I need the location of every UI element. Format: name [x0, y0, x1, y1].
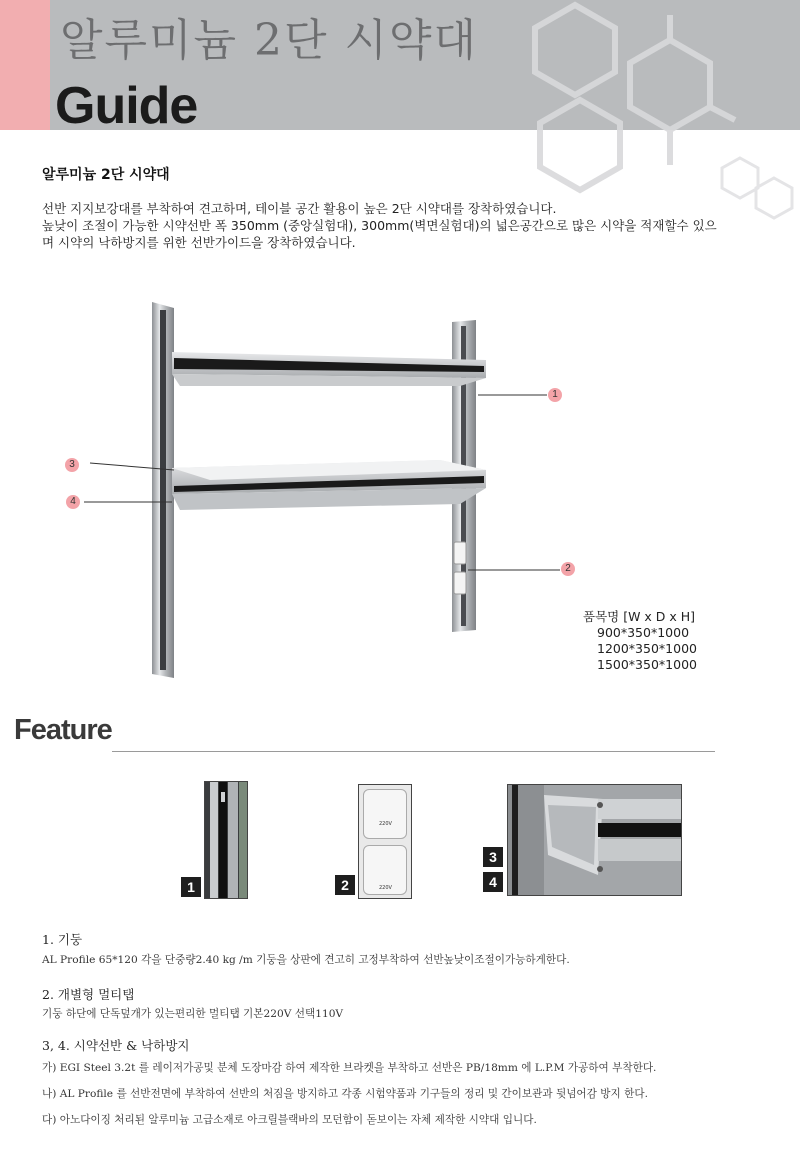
spec-heading: 품목명 [W x D x H]	[583, 609, 696, 624]
guide-heading: Guide	[55, 77, 198, 135]
note-text: 다) 아노다이징 처리된 알루미늄 고급소재로 아크릴블랙바의 모던함이 돋보이는 자체 제작한 시약대 입니다.	[42, 1114, 537, 1126]
header-accent-bar	[0, 0, 50, 130]
spec-size: 1500*350*1000	[597, 657, 697, 672]
page-title: 알루미늄 2단 시약대	[60, 15, 478, 66]
product-drawing	[40, 290, 660, 690]
note-text: 가) EGI Steel 3.2t 를 레이저가공및 분체 도장마감 하여 제작한 브라켓을 부착하고 선반은 PB/18mm 에 L.P.M 가공하여 부착한다.	[42, 1062, 657, 1074]
feature-badge-2: 2	[335, 875, 355, 895]
feature-badge-3: 3	[483, 847, 503, 867]
intro-line: 선반 지지보강대를 부착하여 견고하며, 테이블 공간 활용이 높은 2단 시약대를 장착하였습니다.	[42, 201, 557, 216]
lower-shelf	[172, 460, 486, 510]
callout-3: 3	[65, 458, 79, 472]
spec-size: 900*350*1000	[597, 625, 690, 640]
callout-4: 4	[66, 495, 80, 509]
intro-line: 며 시약의 낙하방지를 위한 선반가이드을 장착하였습니다.	[42, 235, 356, 250]
feature-image-shelf	[507, 784, 682, 896]
note-heading: 3, 4. 시약선반 & 낙하방지	[42, 1038, 190, 1053]
note-heading: 2. 개별형 멀티탭	[42, 987, 135, 1002]
feature-image-outlet	[358, 784, 412, 899]
left-post	[152, 302, 174, 678]
feature-badge-1: 1	[181, 877, 201, 897]
note-heading: 1. 기둥	[42, 932, 83, 947]
feature-heading: Feature	[14, 714, 112, 746]
intro-title: 알루미늄 2단 시약대	[42, 167, 170, 183]
note-text: 나) AL Profile 를 선반전면에 부착하여 선반의 처짐을 방지하고 각종 시험약품과 기구들의 정리 및 간이보관과 뒷넘어감 방지 한다.	[42, 1088, 648, 1100]
outlet-1	[454, 542, 466, 564]
upper-shelf	[172, 352, 486, 386]
feature-divider	[112, 751, 715, 752]
spec-size: 1200*350*1000	[597, 641, 697, 656]
outlet-label: 220V	[379, 885, 392, 891]
intro-line: 높낮이 조절이 가능한 시약선반 폭 350mm (중앙실험대), 300mm(벽면실험대)의 넓은공간으로 많은 시약을 적재할수 있으	[42, 218, 717, 233]
callout-2: 2	[561, 562, 575, 576]
note-text: 기둥 하단에 단독덮개가 있는편리한 멀티탭 기본220V 선택110V	[42, 1008, 344, 1020]
outlet-label: 220V	[379, 821, 392, 827]
feature-badge-4: 4	[483, 872, 503, 892]
feature-image-post	[204, 781, 248, 899]
hexagon-pattern-icon	[520, 0, 800, 230]
note-text: AL Profile 65*120 각을 단중량2.40 kg /m 기둥을 상판에 견고히 고정부착하여 선반높낮이조절이가능하게한다.	[42, 954, 570, 966]
spec-list	[583, 609, 697, 673]
outlet-2	[454, 572, 466, 594]
callout-1: 1	[548, 388, 562, 402]
intro-description	[42, 200, 772, 251]
